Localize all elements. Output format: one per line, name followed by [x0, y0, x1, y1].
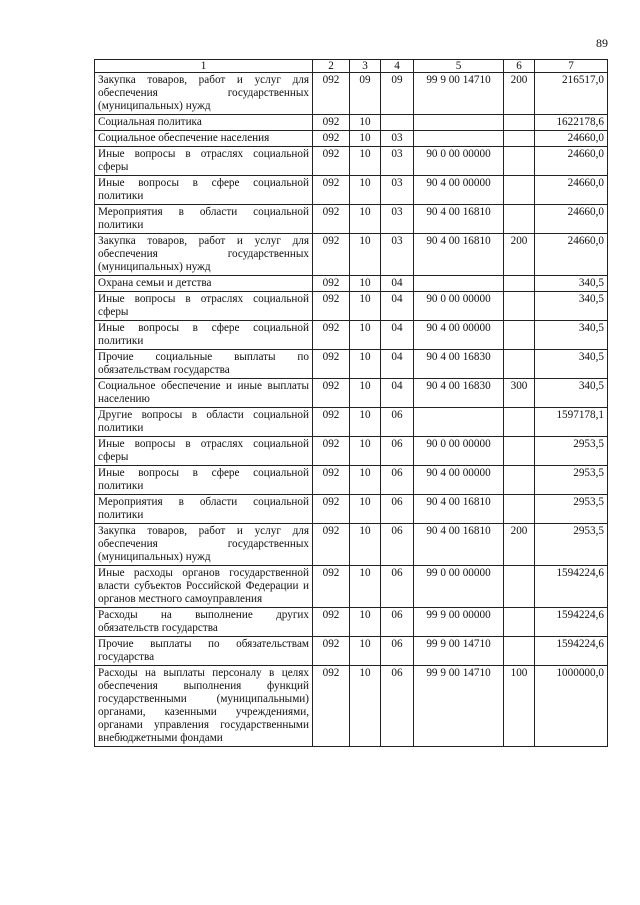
subsection-cell: 06 [381, 495, 414, 524]
amount-cell: 1000000,0 [535, 666, 608, 747]
admin-code-cell: 092 [313, 350, 350, 379]
subsection-cell: 06 [381, 566, 414, 608]
target-article-cell [414, 276, 504, 292]
amount-cell: 2953,5 [535, 437, 608, 466]
row-name-cell: Прочие выплаты по обязательствам государства [95, 637, 313, 666]
expense-type-cell [504, 176, 535, 205]
table-row [95, 350, 608, 379]
expense-type-cell [504, 292, 535, 321]
subsection-cell [381, 115, 414, 131]
amount-cell: 1597178,1 [535, 408, 608, 437]
expense-type-cell [504, 637, 535, 666]
table-row [95, 437, 608, 466]
section-cell: 09 [350, 73, 381, 115]
subsection-cell: 06 [381, 637, 414, 666]
section-cell: 10 [350, 205, 381, 234]
row-name-cell: Другие вопросы в области социальной политики [95, 408, 313, 437]
expense-type-cell: 300 [504, 379, 535, 408]
table-row [95, 466, 608, 495]
target-article-cell [414, 408, 504, 437]
table-row [95, 234, 608, 276]
target-article-cell: 90 4 00 16810 [414, 524, 504, 566]
section-cell: 10 [350, 566, 381, 608]
amount-cell: 340,5 [535, 379, 608, 408]
row-name-cell: Иные вопросы в сфере социальной политики [95, 321, 313, 350]
row-name-cell: Социальное обеспечение населения [95, 131, 313, 147]
section-cell: 10 [350, 524, 381, 566]
admin-code-cell: 092 [313, 637, 350, 666]
admin-code-cell: 092 [313, 321, 350, 350]
table-row [95, 176, 608, 205]
table-row [95, 321, 608, 350]
section-cell: 10 [350, 637, 381, 666]
admin-code-cell: 092 [313, 466, 350, 495]
target-article-cell: 90 0 00 00000 [414, 437, 504, 466]
row-name-cell: Иные расходы органов государственной власти субъектов Российской Федерации и органов местного самоуправления [95, 566, 313, 608]
row-name-cell: Иные вопросы в отраслях социальной сферы [95, 292, 313, 321]
admin-code-cell: 092 [313, 292, 350, 321]
section-cell: 10 [350, 608, 381, 637]
section-cell: 10 [350, 176, 381, 205]
amount-cell: 216517,0 [535, 73, 608, 115]
expense-type-cell [504, 321, 535, 350]
admin-code-cell: 092 [313, 147, 350, 176]
target-article-cell [414, 115, 504, 131]
row-name-cell: Иные вопросы в отраслях социальной сферы [95, 147, 313, 176]
section-cell: 10 [350, 321, 381, 350]
table-row [95, 147, 608, 176]
target-article-cell [414, 131, 504, 147]
subsection-cell: 04 [381, 321, 414, 350]
target-article-cell: 90 4 00 16810 [414, 205, 504, 234]
admin-code-cell: 092 [313, 205, 350, 234]
section-cell: 10 [350, 495, 381, 524]
subsection-cell: 03 [381, 176, 414, 205]
subsection-cell: 03 [381, 131, 414, 147]
expense-type-cell [504, 466, 535, 495]
admin-code-cell: 092 [313, 524, 350, 566]
subsection-cell: 04 [381, 276, 414, 292]
table-row [95, 73, 608, 115]
expense-type-cell [504, 608, 535, 637]
subsection-cell: 03 [381, 205, 414, 234]
target-article-cell: 99 0 00 00000 [414, 566, 504, 608]
expense-type-cell [504, 437, 535, 466]
target-article-cell: 90 4 00 16830 [414, 379, 504, 408]
row-name-cell: Закупка товаров, работ и услуг для обеспечения государственных (муниципальных) нужд [95, 524, 313, 566]
expense-type-cell [504, 147, 535, 176]
row-name-cell: Социальное обеспечение и иные выплаты населению [95, 379, 313, 408]
expense-type-cell [504, 115, 535, 131]
expense-type-cell: 200 [504, 524, 535, 566]
amount-cell: 340,5 [535, 321, 608, 350]
admin-code-cell: 092 [313, 408, 350, 437]
column-header: 3 [350, 60, 381, 73]
row-name-cell: Закупка товаров, работ и услуг для обеспечения государственных (муниципальных) нужд [95, 73, 313, 115]
subsection-cell: 09 [381, 73, 414, 115]
admin-code-cell: 092 [313, 608, 350, 637]
target-article-cell: 90 4 00 16810 [414, 495, 504, 524]
section-cell: 10 [350, 437, 381, 466]
expense-type-cell: 200 [504, 73, 535, 115]
admin-code-cell: 092 [313, 379, 350, 408]
expense-type-cell [504, 131, 535, 147]
admin-code-cell: 092 [313, 176, 350, 205]
section-cell: 10 [350, 408, 381, 437]
subsection-cell: 04 [381, 292, 414, 321]
table-row [95, 276, 608, 292]
table-row [95, 205, 608, 234]
section-cell: 10 [350, 466, 381, 495]
target-article-cell: 90 4 00 16810 [414, 234, 504, 276]
subsection-cell: 06 [381, 666, 414, 747]
row-name-cell: Иные вопросы в отраслях социальной сферы [95, 437, 313, 466]
table-row [95, 379, 608, 408]
admin-code-cell: 092 [313, 73, 350, 115]
subsection-cell: 06 [381, 437, 414, 466]
subsection-cell: 06 [381, 408, 414, 437]
subsection-cell: 06 [381, 608, 414, 637]
amount-cell: 2953,5 [535, 466, 608, 495]
subsection-cell: 03 [381, 234, 414, 276]
amount-cell: 340,5 [535, 292, 608, 321]
expense-type-cell [504, 276, 535, 292]
expense-type-cell: 100 [504, 666, 535, 747]
table-row [95, 495, 608, 524]
table-row [95, 292, 608, 321]
amount-cell: 24660,0 [535, 234, 608, 276]
target-article-cell: 90 4 00 00000 [414, 321, 504, 350]
column-header: 2 [313, 60, 350, 73]
target-article-cell: 99 9 00 14710 [414, 666, 504, 747]
section-cell: 10 [350, 350, 381, 379]
table-body [95, 60, 608, 747]
budget-table [94, 59, 608, 747]
column-header: 1 [95, 60, 313, 73]
column-header: 5 [414, 60, 504, 73]
row-name-cell: Мероприятия в области социальной политики [95, 495, 313, 524]
amount-cell: 24660,0 [535, 147, 608, 176]
row-name-cell: Закупка товаров, работ и услуг для обеспечения государственных (муниципальных) нужд [95, 234, 313, 276]
expense-type-cell [504, 350, 535, 379]
row-name-cell: Расходы на выполнение других обязательств государства [95, 608, 313, 637]
section-cell: 10 [350, 115, 381, 131]
row-name-cell: Социальная политика [95, 115, 313, 131]
expense-type-cell: 200 [504, 234, 535, 276]
table-row [95, 666, 608, 747]
row-name-cell: Прочие социальные выплаты по обязательствам государства [95, 350, 313, 379]
section-cell: 10 [350, 292, 381, 321]
table-row [95, 524, 608, 566]
admin-code-cell: 092 [313, 115, 350, 131]
table-row [95, 115, 608, 131]
column-header: 7 [535, 60, 608, 73]
admin-code-cell: 092 [313, 666, 350, 747]
target-article-cell: 90 0 00 00000 [414, 292, 504, 321]
target-article-cell: 90 4 00 00000 [414, 176, 504, 205]
table-row [95, 637, 608, 666]
admin-code-cell: 092 [313, 276, 350, 292]
row-name-cell: Охрана семьи и детства [95, 276, 313, 292]
column-header: 4 [381, 60, 414, 73]
row-name-cell: Расходы на выплаты персоналу в целях обеспечения выполнения функций государственными (муниципальными) органами, казенными учреждениями, органами управления государственными внебюджетными фондами [95, 666, 313, 747]
subsection-cell: 04 [381, 350, 414, 379]
table-row [95, 608, 608, 637]
target-article-cell: 99 9 00 14710 [414, 73, 504, 115]
subsection-cell: 06 [381, 466, 414, 495]
subsection-cell: 06 [381, 524, 414, 566]
section-cell: 10 [350, 666, 381, 747]
expense-type-cell [504, 408, 535, 437]
admin-code-cell: 092 [313, 566, 350, 608]
expense-type-cell [504, 495, 535, 524]
row-name-cell: Иные вопросы в сфере социальной политики [95, 176, 313, 205]
section-cell: 10 [350, 131, 381, 147]
amount-cell: 24660,0 [535, 205, 608, 234]
amount-cell: 340,5 [535, 276, 608, 292]
table-row [95, 566, 608, 608]
amount-cell: 1622178,6 [535, 115, 608, 131]
section-cell: 10 [350, 276, 381, 292]
subsection-cell: 03 [381, 147, 414, 176]
table-header-row [95, 60, 608, 73]
admin-code-cell: 092 [313, 437, 350, 466]
admin-code-cell: 092 [313, 495, 350, 524]
admin-code-cell: 092 [313, 131, 350, 147]
table-row [95, 131, 608, 147]
target-article-cell: 90 0 00 00000 [414, 147, 504, 176]
amount-cell: 24660,0 [535, 131, 608, 147]
section-cell: 10 [350, 147, 381, 176]
amount-cell: 2953,5 [535, 524, 608, 566]
amount-cell: 1594224,6 [535, 608, 608, 637]
table-row [95, 408, 608, 437]
subsection-cell: 04 [381, 379, 414, 408]
section-cell: 10 [350, 379, 381, 408]
page-number: 89 [596, 36, 608, 50]
amount-cell: 24660,0 [535, 176, 608, 205]
amount-cell: 1594224,6 [535, 566, 608, 608]
target-article-cell: 99 9 00 00000 [414, 608, 504, 637]
target-article-cell: 99 9 00 14710 [414, 637, 504, 666]
row-name-cell: Мероприятия в области социальной политики [95, 205, 313, 234]
admin-code-cell: 092 [313, 234, 350, 276]
target-article-cell: 90 4 00 16830 [414, 350, 504, 379]
amount-cell: 1594224,6 [535, 637, 608, 666]
target-article-cell: 90 4 00 00000 [414, 466, 504, 495]
amount-cell: 340,5 [535, 350, 608, 379]
expense-type-cell [504, 566, 535, 608]
amount-cell: 2953,5 [535, 495, 608, 524]
expense-type-cell [504, 205, 535, 234]
section-cell: 10 [350, 234, 381, 276]
column-header: 6 [504, 60, 535, 73]
row-name-cell: Иные вопросы в сфере социальной политики [95, 466, 313, 495]
